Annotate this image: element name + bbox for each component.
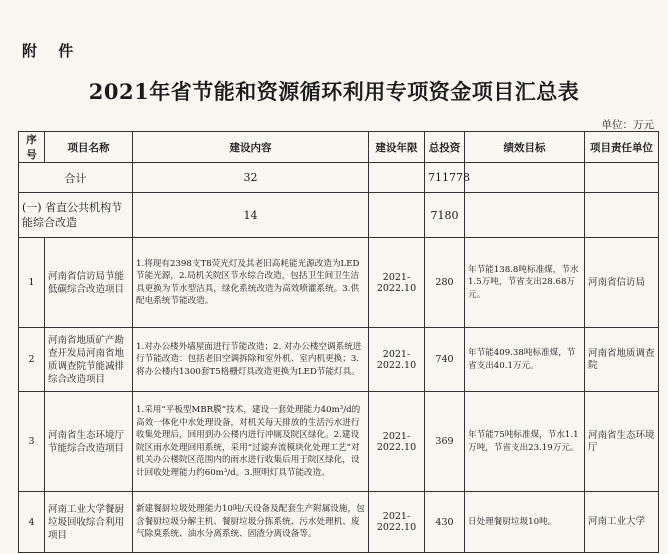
total-years bbox=[369, 163, 425, 193]
row-no: 3 bbox=[19, 392, 45, 492]
category-count: 14 bbox=[133, 193, 369, 238]
row-unit: 河南省地质调查院 bbox=[585, 328, 659, 392]
row-investment: 740 bbox=[425, 328, 465, 392]
total-count: 32 bbox=[133, 163, 369, 193]
row-years: 2021-2022.10 bbox=[369, 392, 425, 492]
attachment-label: 附 件 bbox=[22, 42, 82, 60]
table-row bbox=[19, 238, 659, 328]
row-years: 2021-2022.10 bbox=[369, 492, 425, 553]
row-name: 河南省信访局节能低碳综合改造项目 bbox=[45, 238, 133, 328]
header-no: 序号 bbox=[19, 132, 45, 163]
row-name: 河南省地质矿产勘查开发局河南省地质调查院节能减排综合改造项目 bbox=[45, 328, 133, 392]
header-investment: 总投资 bbox=[425, 132, 465, 163]
row-name: 河南省生态环境厅节能综合改造项目 bbox=[45, 392, 133, 492]
row-target: 年节能75吨标准煤，节水1.1万吨，节省支出23.19万元。 bbox=[465, 392, 585, 492]
total-row bbox=[19, 163, 659, 193]
row-investment: 369 bbox=[425, 392, 465, 492]
row-years: 2021-2022.10 bbox=[369, 238, 425, 328]
row-investment: 430 bbox=[425, 492, 465, 553]
row-target: 年节能138.8吨标准煤，节水1.5万吨，节省支出28.68万元。 bbox=[465, 238, 585, 328]
header-name: 项目名称 bbox=[45, 132, 133, 163]
category-label: (一) 省直公共机构节能综合改造 bbox=[19, 193, 133, 238]
row-unit: 河南省信访局 bbox=[585, 238, 659, 328]
category-row bbox=[19, 193, 659, 238]
row-target: 年节能409.38吨标准煤，节省支出40.1万元。 bbox=[465, 328, 585, 392]
category-years bbox=[369, 193, 425, 238]
total-investment: 711778 bbox=[425, 163, 465, 193]
row-no: 4 bbox=[19, 492, 45, 553]
row-no: 2 bbox=[19, 328, 45, 392]
total-label: 合计 bbox=[19, 163, 133, 193]
unit-note: 单位：万元 bbox=[601, 119, 654, 131]
total-unit bbox=[585, 163, 659, 193]
header-unit: 项目责任单位 bbox=[585, 132, 659, 163]
row-content: 1.对办公楼外墙屋面进行节能改造；2. 对办公楼空调系统进行节能改造：包括老旧空调拆除和室外机、室内机更换；3. 将办公楼内1300套T5格栅灯具改造更换为LED节能灯具。 bbox=[133, 328, 369, 392]
table-row bbox=[19, 492, 659, 553]
category-unit bbox=[585, 193, 659, 238]
category-investment: 7180 bbox=[425, 193, 465, 238]
table-row bbox=[19, 328, 659, 392]
row-content: 1.将现有2398支T8荧光灯及其老旧高耗能光源改造为LED节能光源，2.局机关院区节水综合改造，包括卫生间卫生洁具更换为节水型洁具，绿化系统改造为高效喷灌系统。3.供配电系统节能改造。 bbox=[133, 238, 369, 328]
row-no: 1 bbox=[19, 238, 45, 328]
table-row bbox=[19, 392, 659, 492]
row-investment: 280 bbox=[425, 238, 465, 328]
header-row bbox=[19, 132, 659, 163]
header-target: 绩效目标 bbox=[465, 132, 585, 163]
document-title: 2021年省节能和资源循环利用专项资金项目汇总表 bbox=[88, 79, 580, 104]
row-name: 河南工业大学餐厨垃圾回收综合利用项目 bbox=[45, 492, 133, 553]
row-unit: 河南工业大学 bbox=[585, 492, 659, 553]
total-target bbox=[465, 163, 585, 193]
project-summary-table bbox=[18, 131, 659, 553]
row-years: 2021-2022.10 bbox=[369, 328, 425, 392]
header-years: 建设年限 bbox=[369, 132, 425, 163]
row-content: 新建餐厨垃圾处理能力10吨/天设备及配套生产附属设施，包含餐厨垃圾分解主机、餐厨垃圾分拣系统、污水处理机、废气除臭系统、油水分离系统、固渣分离设备等。 bbox=[133, 492, 369, 553]
row-unit: 河南省生态环境厅 bbox=[585, 392, 659, 492]
row-target: 日处理餐厨垃圾10吨。 bbox=[465, 492, 585, 553]
category-target bbox=[465, 193, 585, 238]
row-content: 1.采用“平板型MBR膜”技术，建设一套处理能力40m³/d的高效一体化中水处理设备，对机关每天排放的生活污水进行收集处理后，回用到办公楼内进行冲厕及院区绿化。2.建设院区雨水处理回用系统，采用“过滤弃流模块化处理工艺”对机关办公楼院区范围内的雨水进行收集后用于院区绿化，设计回收处理能力约60m³/d。3.照明灯具节能改造。 bbox=[133, 392, 369, 492]
header-content: 建设内容 bbox=[133, 132, 369, 163]
